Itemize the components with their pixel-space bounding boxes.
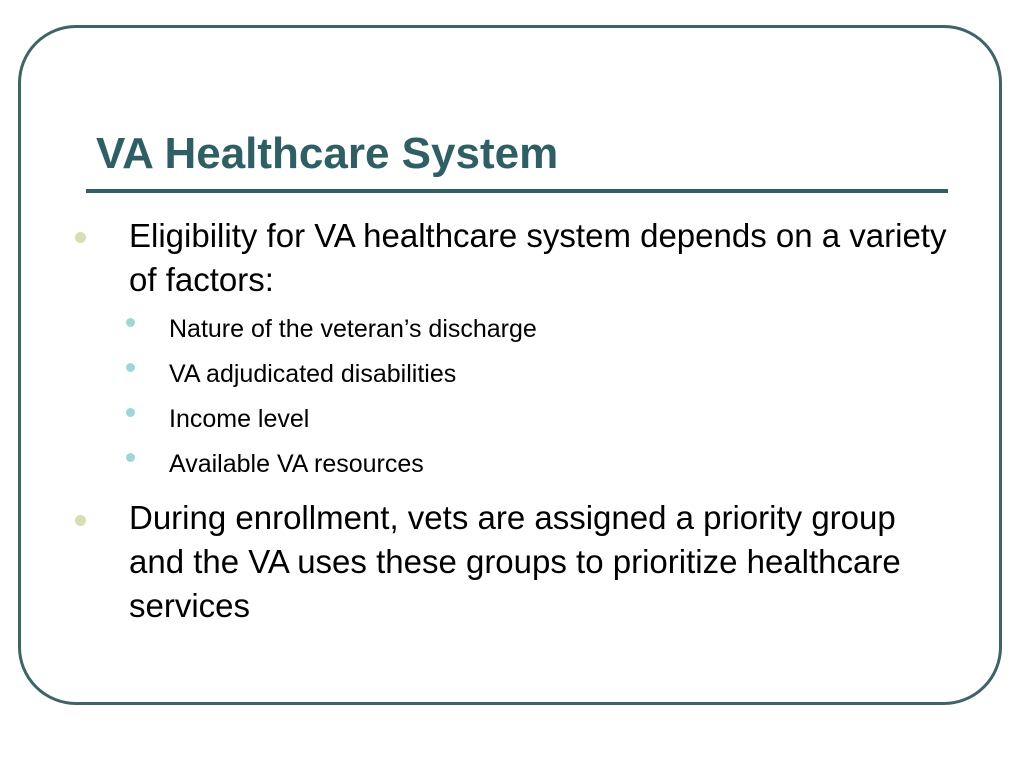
main-bullet-icon xyxy=(75,515,86,526)
main-bullet-icon xyxy=(75,232,86,243)
sub-bullet-icon xyxy=(126,318,135,327)
subitem-resources: Available VA resources xyxy=(169,450,424,478)
sub-bullet-icon xyxy=(126,363,135,372)
subitem-discharge: Nature of the veteran’s discharge xyxy=(169,315,537,343)
subitem-income: Income level xyxy=(169,405,310,433)
bullet-enrollment: During enrollment, vets are assigned a priority group and the VA uses these groups to prioritize healthcare services xyxy=(129,499,901,624)
subitem-disabilities: VA adjudicated disabilities xyxy=(169,360,457,388)
title-underline xyxy=(86,189,948,193)
slide-title: VA Healthcare System xyxy=(96,129,559,178)
bullet-eligibility: Eligibility for VA healthcare system depends on a variety of factors: xyxy=(129,217,947,298)
sub-bullet-icon xyxy=(126,453,135,462)
sub-bullet-icon xyxy=(126,408,135,417)
